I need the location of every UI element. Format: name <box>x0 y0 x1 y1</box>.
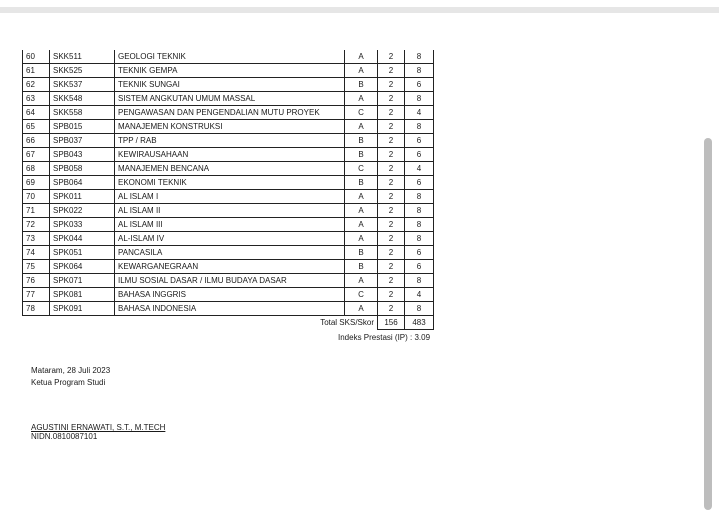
cell-sks: 2 <box>378 106 405 120</box>
cell-no: 71 <box>23 204 50 218</box>
cell-grade: C <box>345 288 378 302</box>
cell-skor: 8 <box>405 190 434 204</box>
cell-code: SPK033 <box>50 218 115 232</box>
cell-name: BAHASA INDONESIA <box>115 302 345 316</box>
cell-code: SPK071 <box>50 274 115 288</box>
cell-name: KEWARGANEGRAAN <box>115 260 345 274</box>
cell-sks: 2 <box>378 92 405 106</box>
cell-skor: 8 <box>405 50 434 64</box>
cell-sks: 2 <box>378 204 405 218</box>
cell-code: SPK051 <box>50 246 115 260</box>
cell-sks: 2 <box>378 302 405 316</box>
cell-name: TPP / RAB <box>115 134 345 148</box>
cell-grade: A <box>345 120 378 134</box>
cell-name: TEKNIK GEMPA <box>115 64 345 78</box>
cell-grade: A <box>345 302 378 316</box>
cell-name: KEWIRAUSAHAAN <box>115 148 345 162</box>
cell-sks: 2 <box>378 260 405 274</box>
cell-code: SPK064 <box>50 260 115 274</box>
cell-skor: 8 <box>405 204 434 218</box>
grades-table-body <box>23 50 434 316</box>
cell-skor: 8 <box>405 218 434 232</box>
total-row <box>23 316 434 330</box>
cell-code: SPB015 <box>50 120 115 134</box>
table-row <box>23 176 434 190</box>
cell-sks: 2 <box>378 176 405 190</box>
cell-sks: 2 <box>378 120 405 134</box>
cell-code: SKK537 <box>50 78 115 92</box>
cell-name: GEOLOGI TEKNIK <box>115 50 345 64</box>
ip-summary: Indeks Prestasi (IP) : 3.09 <box>338 333 431 342</box>
cell-name: MANAJEMEN KONSTRUKSI <box>115 120 345 134</box>
cell-code: SKK511 <box>50 50 115 64</box>
cell-sks: 2 <box>378 246 405 260</box>
table-row <box>23 260 434 274</box>
cell-skor: 8 <box>405 92 434 106</box>
cell-sks: 2 <box>378 232 405 246</box>
cell-no: 65 <box>23 120 50 134</box>
table-row <box>23 64 434 78</box>
cell-grade: C <box>345 162 378 176</box>
cell-code: SPB043 <box>50 148 115 162</box>
total-sks: 156 <box>378 316 405 330</box>
cell-code: SPB064 <box>50 176 115 190</box>
cell-skor: 6 <box>405 176 434 190</box>
cell-no: 66 <box>23 134 50 148</box>
table-row <box>23 162 434 176</box>
place-date: Mataram, 28 Juli 2023 <box>31 366 111 375</box>
table-row <box>23 302 434 316</box>
cell-grade: B <box>345 176 378 190</box>
cell-skor: 8 <box>405 302 434 316</box>
cell-skor: 6 <box>405 260 434 274</box>
cell-sks: 2 <box>378 134 405 148</box>
table-row <box>23 232 434 246</box>
table-row <box>23 134 434 148</box>
cell-name: BAHASA INGGRIS <box>115 288 345 302</box>
cell-name: AL ISLAM III <box>115 218 345 232</box>
cell-grade: A <box>345 218 378 232</box>
cell-code: SPB037 <box>50 134 115 148</box>
cell-grade: A <box>345 64 378 78</box>
cell-sks: 2 <box>378 78 405 92</box>
cell-no: 63 <box>23 92 50 106</box>
cell-no: 75 <box>23 260 50 274</box>
cell-name: PANCASILA <box>115 246 345 260</box>
cell-sks: 2 <box>378 274 405 288</box>
total-label: Total SKS/Skor <box>115 316 378 330</box>
cell-name: PENGAWASAN DAN PENGENDALIAN MUTU PROYEK <box>115 106 345 120</box>
table-row <box>23 92 434 106</box>
table-row <box>23 120 434 134</box>
cell-grade: A <box>345 190 378 204</box>
cell-no: 76 <box>23 274 50 288</box>
cell-grade: B <box>345 134 378 148</box>
cell-code: SPK044 <box>50 232 115 246</box>
cell-skor: 8 <box>405 64 434 78</box>
total-skor: 483 <box>405 316 434 330</box>
cell-code: SPK081 <box>50 288 115 302</box>
vertical-scrollbar[interactable] <box>704 138 712 510</box>
cell-grade: C <box>345 106 378 120</box>
cell-grade: B <box>345 260 378 274</box>
cell-grade: A <box>345 92 378 106</box>
cell-grade: A <box>345 232 378 246</box>
signer-nidn: NIDN.0810087101 <box>31 432 98 441</box>
table-row <box>23 190 434 204</box>
cell-sks: 2 <box>378 218 405 232</box>
cell-code: SKK525 <box>50 64 115 78</box>
signer-role: Ketua Program Studi <box>31 378 106 387</box>
table-row <box>23 288 434 302</box>
signer-name: AGUSTINI ERNAWATI, S.T., M.TECH <box>31 423 166 432</box>
cell-name: SISTEM ANGKUTAN UMUM MASSAL <box>115 92 345 106</box>
grades-table <box>22 50 434 330</box>
cell-grade: A <box>345 204 378 218</box>
table-row <box>23 106 434 120</box>
cell-code: SKK558 <box>50 106 115 120</box>
table-row <box>23 50 434 64</box>
cell-no: 62 <box>23 78 50 92</box>
cell-code: SPK091 <box>50 302 115 316</box>
cell-skor: 8 <box>405 274 434 288</box>
table-row <box>23 274 434 288</box>
cell-no: 77 <box>23 288 50 302</box>
table-row <box>23 246 434 260</box>
cell-no: 72 <box>23 218 50 232</box>
cell-name: AL-ISLAM IV <box>115 232 345 246</box>
cell-skor: 4 <box>405 288 434 302</box>
cell-no: 73 <box>23 232 50 246</box>
cell-name: AL ISLAM I <box>115 190 345 204</box>
cell-no: 74 <box>23 246 50 260</box>
cell-skor: 4 <box>405 106 434 120</box>
cell-no: 78 <box>23 302 50 316</box>
table-row <box>23 204 434 218</box>
cell-code: SKK548 <box>50 92 115 106</box>
cell-skor: 4 <box>405 162 434 176</box>
cell-code: SPK011 <box>50 190 115 204</box>
cell-name: ILMU SOSIAL DASAR / ILMU BUDAYA DASAR <box>115 274 345 288</box>
cell-name: MANAJEMEN BENCANA <box>115 162 345 176</box>
cell-grade: A <box>345 274 378 288</box>
cell-no: 61 <box>23 64 50 78</box>
cell-skor: 6 <box>405 246 434 260</box>
cell-grade: B <box>345 246 378 260</box>
cell-code: SPB058 <box>50 162 115 176</box>
cell-skor: 8 <box>405 232 434 246</box>
cell-name: AL ISLAM II <box>115 204 345 218</box>
cell-skor: 6 <box>405 134 434 148</box>
cell-sks: 2 <box>378 190 405 204</box>
cell-no: 69 <box>23 176 50 190</box>
cell-sks: 2 <box>378 162 405 176</box>
cell-grade: B <box>345 148 378 162</box>
cell-code: SPK022 <box>50 204 115 218</box>
total-blank <box>23 316 115 330</box>
table-row <box>23 78 434 92</box>
cell-grade: A <box>345 50 378 64</box>
cell-skor: 6 <box>405 148 434 162</box>
cell-sks: 2 <box>378 64 405 78</box>
cell-skor: 6 <box>405 78 434 92</box>
cell-no: 70 <box>23 190 50 204</box>
cell-grade: B <box>345 78 378 92</box>
cell-sks: 2 <box>378 148 405 162</box>
cell-skor: 8 <box>405 120 434 134</box>
cell-no: 67 <box>23 148 50 162</box>
top-strip <box>0 7 719 13</box>
cell-no: 60 <box>23 50 50 64</box>
table-row <box>23 218 434 232</box>
table-row <box>23 148 434 162</box>
cell-no: 68 <box>23 162 50 176</box>
cell-no: 64 <box>23 106 50 120</box>
cell-name: EKONOMI TEKNIK <box>115 176 345 190</box>
cell-sks: 2 <box>378 288 405 302</box>
cell-sks: 2 <box>378 50 405 64</box>
cell-name: TEKNIK SUNGAI <box>115 78 345 92</box>
